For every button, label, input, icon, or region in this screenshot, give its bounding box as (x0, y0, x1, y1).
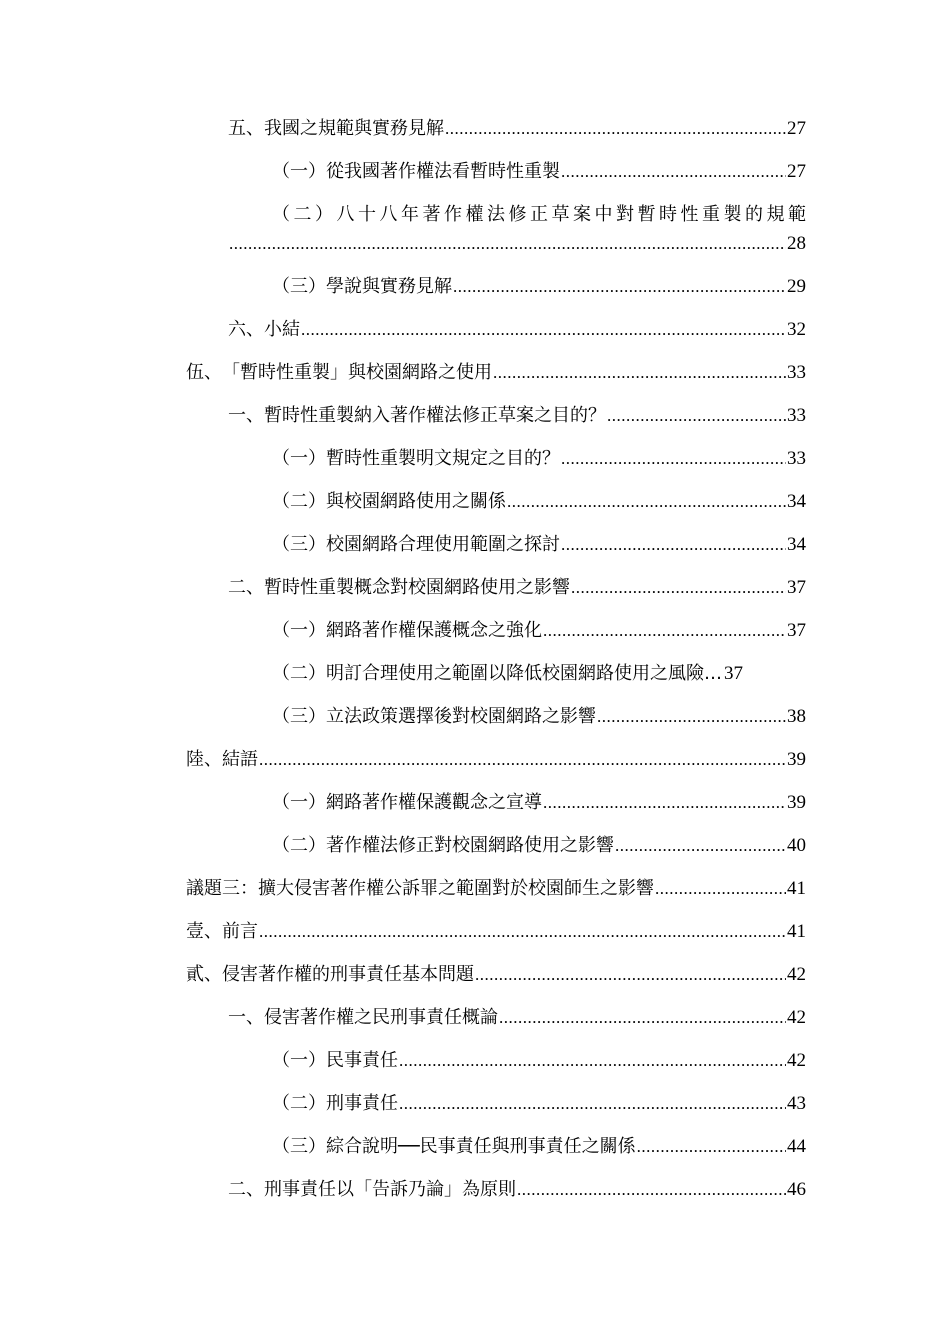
leader-dots (561, 160, 786, 184)
toc-entry-page: 27 (787, 118, 806, 139)
toc-entry[interactable] (186, 361, 806, 385)
toc-entry-title: （二）刑事責任 (272, 1093, 398, 1114)
toc-entry-title: （一）網路著作權保護觀念之宣導 (272, 792, 542, 813)
toc-entry[interactable] (228, 1178, 806, 1202)
leader-dots (399, 1092, 786, 1116)
leader-dots (543, 791, 786, 815)
toc-entry-page: 39 (787, 749, 806, 770)
toc-entry-title: 前言 (222, 921, 258, 942)
leader-dots (561, 533, 786, 557)
toc-entry-page: 37 (724, 663, 743, 684)
leader-dots (507, 490, 786, 514)
toc-entry-page: 41 (787, 878, 806, 899)
toc-entry-number: 五、 (228, 118, 264, 139)
toc-entry[interactable] (272, 834, 806, 858)
toc-entry[interactable] (272, 1092, 806, 1116)
leader-dots (655, 877, 786, 901)
toc-entry-title: （一）從我國著作權法看暫時性重製 (272, 161, 560, 182)
toc-entry[interactable] (272, 1049, 806, 1073)
toc-entry-title: （三）學說與實務見解 (272, 276, 452, 297)
leader-dots (493, 361, 786, 385)
toc-entry[interactable] (228, 318, 806, 342)
leader-dots (607, 404, 786, 428)
toc-entry-title: （一）網路著作權保護概念之強化 (272, 620, 542, 641)
toc-entry-title: 我國之規範與實務見解 (264, 118, 444, 139)
toc-entry-page: 33 (787, 405, 806, 426)
toc-entry-page: 42 (787, 1007, 806, 1028)
leader-dots (517, 1178, 786, 1202)
toc-entry-number: 一、 (228, 405, 264, 426)
leader-dots (301, 318, 786, 342)
toc-entry-continuation[interactable] (228, 232, 806, 256)
toc-entry-title: （三）校園網路合理使用範圍之探討 (272, 534, 560, 555)
leader-dots (543, 619, 786, 643)
toc-entry-page: 32 (787, 319, 806, 340)
toc-entry[interactable] (186, 748, 806, 772)
toc-entry[interactable] (272, 533, 806, 557)
leader-dots (499, 1006, 786, 1030)
toc-entry-title: 議題三：擴大侵害著作權公訴罪之範圍對於校園師生之影響 (186, 878, 654, 899)
toc-entry-page: 42 (787, 1050, 806, 1071)
toc-entry[interactable] (272, 662, 806, 686)
toc-entry-page: 33 (787, 448, 806, 469)
toc-entry[interactable] (272, 619, 806, 643)
toc-entry-page: 43 (787, 1093, 806, 1114)
toc-entry-page: 41 (787, 921, 806, 942)
toc-entry-page: 38 (787, 706, 806, 727)
toc-entry[interactable] (228, 1006, 806, 1030)
toc-entry-page: 46 (787, 1179, 806, 1200)
leader-dots (475, 963, 786, 987)
toc-entry-page: 42 (787, 964, 806, 985)
toc-entry-title: （二）明訂合理使用之範圍以降低校園網路使用之風險… (272, 663, 722, 684)
leader-dots (615, 834, 786, 858)
toc-entry[interactable] (272, 705, 806, 729)
toc-entry-page: 37 (787, 577, 806, 598)
toc-entry-number: 貳、 (186, 964, 222, 985)
toc-entry-title: 暫時性重製納入著作權法修正草案之目的？ (264, 405, 606, 426)
toc-entry[interactable] (186, 963, 806, 987)
leader-dots (259, 920, 786, 944)
leader-dots (229, 232, 786, 256)
toc-entry-number: 一、 (228, 1007, 264, 1028)
toc-entry[interactable] (186, 877, 806, 901)
toc-entry-number: 陸、 (186, 749, 222, 770)
toc-entry[interactable] (272, 1135, 806, 1159)
toc-entry[interactable] (272, 791, 806, 815)
leader-dots (637, 1135, 786, 1159)
toc-entry-number: 二、 (228, 577, 264, 598)
toc-entry-title: （一）暫時性重製明文規定之目的？ (272, 448, 560, 469)
leader-dots (399, 1049, 786, 1073)
toc-entry-page: 29 (787, 276, 806, 297)
leader-dots (259, 748, 786, 772)
toc-entry-page: 27 (787, 161, 806, 182)
toc-entry-title: 侵害著作權的刑事責任基本問題 (222, 964, 474, 985)
toc-entry-title[interactable]: （二）八十八年著作權法修正草案中對暫時性重製的規範 (272, 204, 806, 225)
toc-entry-title: （三）綜合說明──民事責任與刑事責任之關係 (272, 1136, 636, 1157)
toc-entry[interactable] (228, 404, 806, 428)
toc-entry-title: 侵害著作權之民刑事責任概論 (264, 1007, 498, 1028)
leader-dots (571, 576, 786, 600)
toc-entry-page: 33 (787, 362, 806, 383)
toc-entry-page: 44 (787, 1136, 806, 1157)
leader-dots (453, 275, 786, 299)
toc-entry-number: 六、 (228, 319, 264, 340)
toc-entry-title: 小結 (264, 319, 300, 340)
leader-dots (597, 705, 786, 729)
toc-entry-title: （一）民事責任 (272, 1050, 398, 1071)
toc-entry-number: 壹、 (186, 921, 222, 942)
toc-entry-title: 暫時性重製概念對校園網路使用之影響 (264, 577, 570, 598)
toc-entry-page: 40 (787, 835, 806, 856)
leader-dots (445, 117, 786, 141)
leader-dots (561, 447, 786, 471)
toc-entry-page: 39 (787, 792, 806, 813)
toc-entry-page: 37 (787, 620, 806, 641)
toc-entry[interactable] (228, 117, 806, 141)
toc-entry[interactable] (272, 490, 806, 514)
toc-entry-title: （二）著作權法修正對校園網路使用之影響 (272, 835, 614, 856)
toc-entry[interactable] (272, 447, 806, 471)
toc-entry-page: 28 (787, 233, 806, 254)
toc-entry[interactable] (228, 576, 806, 600)
toc-entry[interactable] (186, 920, 806, 944)
toc-entry-number: 二、 (228, 1179, 264, 1200)
toc-entry-number: 伍、 (186, 362, 222, 383)
toc-entry-title: 「暫時性重製」與校園網路之使用 (222, 362, 492, 383)
toc-entry-title: （三）立法政策選擇後對校園網路之影響 (272, 706, 596, 727)
toc-entry[interactable] (272, 275, 806, 299)
toc-entry-page: 34 (787, 491, 806, 512)
toc-entry-title: 刑事責任以「告訴乃論」為原則 (264, 1179, 516, 1200)
toc-entry-title: 結語 (222, 749, 258, 770)
toc-entry[interactable] (272, 160, 806, 184)
toc-entry-title: （二）與校園網路使用之關係 (272, 491, 506, 512)
toc-entry-page: 34 (787, 534, 806, 555)
